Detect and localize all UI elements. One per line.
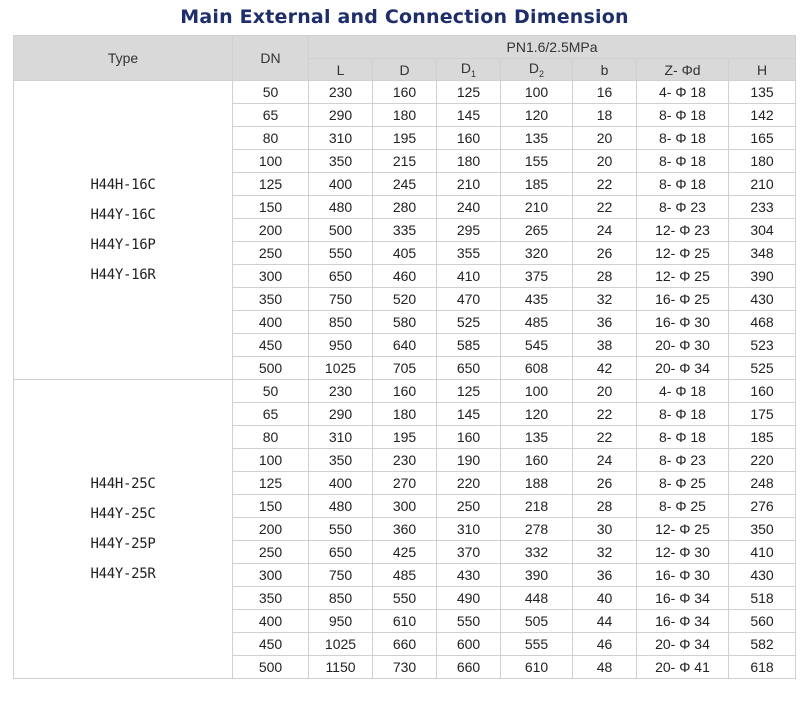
d1-cell: 220	[437, 472, 501, 495]
z-phid-cell: 8- Φ 18	[637, 104, 729, 127]
d2-cell: 265	[501, 219, 573, 242]
d2-cell: 608	[501, 357, 573, 380]
d1-cell: 370	[437, 541, 501, 564]
z-phid-cell: 8- Φ 25	[637, 495, 729, 518]
d-cell: 640	[373, 334, 437, 357]
d2-cell: 135	[501, 426, 573, 449]
l-cell: 290	[309, 403, 373, 426]
l-cell: 400	[309, 173, 373, 196]
l-cell: 1025	[309, 357, 373, 380]
h-cell: 185	[729, 426, 796, 449]
h-cell: 430	[729, 288, 796, 311]
l-cell: 230	[309, 380, 373, 403]
l-cell: 550	[309, 518, 373, 541]
d-cell: 520	[373, 288, 437, 311]
dn-cell: 125	[233, 173, 309, 196]
d-cell: 660	[373, 633, 437, 656]
h-cell: 430	[729, 564, 796, 587]
dn-cell: 500	[233, 656, 309, 679]
d1-cell: 650	[437, 357, 501, 380]
b-cell: 22	[573, 426, 637, 449]
h-cell: 304	[729, 219, 796, 242]
h-cell: 518	[729, 587, 796, 610]
dn-cell: 50	[233, 380, 309, 403]
d-cell: 300	[373, 495, 437, 518]
h-cell: 175	[729, 403, 796, 426]
z-phid-cell: 20- Φ 34	[637, 357, 729, 380]
b-cell: 20	[573, 127, 637, 150]
col-header-l: L	[309, 59, 373, 81]
dn-cell: 350	[233, 288, 309, 311]
dn-cell: 65	[233, 104, 309, 127]
h-cell: 142	[729, 104, 796, 127]
d1-cell: 145	[437, 104, 501, 127]
dn-header: DN	[233, 36, 309, 81]
d-cell: 180	[373, 403, 437, 426]
d1-cell: 240	[437, 196, 501, 219]
l-cell: 1150	[309, 656, 373, 679]
d1-cell: 125	[437, 81, 501, 104]
l-cell: 480	[309, 495, 373, 518]
d1-cell: 470	[437, 288, 501, 311]
d-cell: 160	[373, 81, 437, 104]
z-phid-cell: 12- Φ 30	[637, 541, 729, 564]
dn-cell: 80	[233, 127, 309, 150]
d1-cell: 355	[437, 242, 501, 265]
b-cell: 38	[573, 334, 637, 357]
h-cell: 276	[729, 495, 796, 518]
z-phid-cell: 16- Φ 25	[637, 288, 729, 311]
d1-cell: 145	[437, 403, 501, 426]
d1-cell: 180	[437, 150, 501, 173]
h-cell: 468	[729, 311, 796, 334]
d-cell: 335	[373, 219, 437, 242]
d2-cell: 390	[501, 564, 573, 587]
h-cell: 560	[729, 610, 796, 633]
d-cell: 245	[373, 173, 437, 196]
z-phid-cell: 4- Φ 18	[637, 380, 729, 403]
dn-cell: 200	[233, 219, 309, 242]
d1-cell: 125	[437, 380, 501, 403]
dn-cell: 350	[233, 587, 309, 610]
z-phid-cell: 4- Φ 18	[637, 81, 729, 104]
h-cell: 160	[729, 380, 796, 403]
b-cell: 16	[573, 81, 637, 104]
l-cell: 850	[309, 587, 373, 610]
d-cell: 280	[373, 196, 437, 219]
d2-cell: 375	[501, 265, 573, 288]
d1-cell: 295	[437, 219, 501, 242]
d-cell: 610	[373, 610, 437, 633]
pressure-header: PN1.6/2.5MPa	[309, 36, 796, 59]
l-cell: 750	[309, 288, 373, 311]
z-phid-cell: 8- Φ 23	[637, 196, 729, 219]
b-cell: 30	[573, 518, 637, 541]
b-cell: 46	[573, 633, 637, 656]
l-cell: 650	[309, 265, 373, 288]
d2-cell: 218	[501, 495, 573, 518]
b-cell: 28	[573, 265, 637, 288]
d2-cell: 160	[501, 449, 573, 472]
type-list	[14, 177, 232, 283]
h-cell: 180	[729, 150, 796, 173]
h-cell: 233	[729, 196, 796, 219]
dn-cell: 65	[233, 403, 309, 426]
col-header-z-phid: Z- Φd	[637, 59, 729, 81]
z-phid-cell: 20- Φ 30	[637, 334, 729, 357]
z-phid-cell: 8- Φ 18	[637, 150, 729, 173]
d-cell: 195	[373, 426, 437, 449]
d1-cell: 525	[437, 311, 501, 334]
d-cell: 215	[373, 150, 437, 173]
d-cell: 485	[373, 564, 437, 587]
type-group-cell	[14, 380, 233, 679]
b-cell: 26	[573, 242, 637, 265]
b-cell: 36	[573, 564, 637, 587]
z-phid-cell: 8- Φ 18	[637, 426, 729, 449]
d1-cell: 490	[437, 587, 501, 610]
b-cell: 36	[573, 311, 637, 334]
type-label: H44H-16C	[90, 177, 156, 193]
l-cell: 480	[309, 196, 373, 219]
d1-cell: 210	[437, 173, 501, 196]
col-header-d2: $D_2$	[501, 59, 573, 81]
dimension-table	[13, 35, 796, 679]
d1-cell: 250	[437, 495, 501, 518]
d1-cell: 660	[437, 656, 501, 679]
z-phid-cell: 16- Φ 34	[637, 610, 729, 633]
b-cell: 20	[573, 380, 637, 403]
b-cell: 22	[573, 403, 637, 426]
z-phid-cell: 12- Φ 25	[637, 518, 729, 541]
l-cell: 550	[309, 242, 373, 265]
b-cell: 18	[573, 104, 637, 127]
h-cell: 390	[729, 265, 796, 288]
dn-cell: 500	[233, 357, 309, 380]
dn-cell: 250	[233, 541, 309, 564]
col-header-d: D	[373, 59, 437, 81]
d2-cell: 435	[501, 288, 573, 311]
l-cell: 310	[309, 127, 373, 150]
d-cell: 460	[373, 265, 437, 288]
b-cell: 22	[573, 196, 637, 219]
z-phid-cell: 20- Φ 41	[637, 656, 729, 679]
d-cell: 230	[373, 449, 437, 472]
type-label: H44H-25C	[90, 476, 156, 492]
dn-cell: 100	[233, 150, 309, 173]
z-phid-cell: 8- Φ 18	[637, 127, 729, 150]
d1-cell: 410	[437, 265, 501, 288]
table-row	[14, 81, 796, 104]
h-cell: 165	[729, 127, 796, 150]
l-cell: 1025	[309, 633, 373, 656]
d1-cell: 585	[437, 334, 501, 357]
d2-cell: 610	[501, 656, 573, 679]
d2-cell: 210	[501, 196, 573, 219]
dn-cell: 300	[233, 564, 309, 587]
dn-cell: 400	[233, 311, 309, 334]
type-label: H44Y-25P	[90, 536, 156, 552]
col-header-h: H	[729, 59, 796, 81]
l-cell: 950	[309, 334, 373, 357]
z-phid-cell: 12- Φ 25	[637, 265, 729, 288]
h-cell: 348	[729, 242, 796, 265]
d-cell: 550	[373, 587, 437, 610]
d2-cell: 320	[501, 242, 573, 265]
type-label: H44Y-16P	[90, 237, 156, 253]
d2-cell: 332	[501, 541, 573, 564]
z-phid-cell: 12- Φ 23	[637, 219, 729, 242]
dn-cell: 450	[233, 334, 309, 357]
type-label: H44Y-16C	[90, 207, 156, 223]
table-header	[14, 36, 796, 81]
l-cell: 350	[309, 449, 373, 472]
h-cell: 248	[729, 472, 796, 495]
d1-cell: 160	[437, 127, 501, 150]
type-header: Type	[14, 36, 233, 81]
d2-cell: 100	[501, 380, 573, 403]
type-group-cell	[14, 81, 233, 380]
d2-cell: 545	[501, 334, 573, 357]
page-title: Main External and Connection Dimension	[180, 6, 629, 28]
b-cell: 22	[573, 173, 637, 196]
d2-cell: 555	[501, 633, 573, 656]
z-phid-cell: 16- Φ 30	[637, 311, 729, 334]
b-cell: 20	[573, 150, 637, 173]
b-cell: 42	[573, 357, 637, 380]
type-label: H44Y-25R	[90, 566, 156, 582]
dn-cell: 450	[233, 633, 309, 656]
l-cell: 310	[309, 426, 373, 449]
b-cell: 24	[573, 219, 637, 242]
dn-cell: 250	[233, 242, 309, 265]
l-cell: 950	[309, 610, 373, 633]
h-cell: 618	[729, 656, 796, 679]
d2-cell: 485	[501, 311, 573, 334]
b-cell: 40	[573, 587, 637, 610]
l-cell: 500	[309, 219, 373, 242]
d2-cell: 120	[501, 403, 573, 426]
table-body	[14, 81, 796, 679]
col-header-b: b	[573, 59, 637, 81]
dn-cell: 50	[233, 81, 309, 104]
d-cell: 580	[373, 311, 437, 334]
h-cell: 410	[729, 541, 796, 564]
type-list	[14, 476, 232, 582]
d2-cell: 278	[501, 518, 573, 541]
b-cell: 32	[573, 541, 637, 564]
d2-cell: 135	[501, 127, 573, 150]
d-cell: 160	[373, 380, 437, 403]
b-cell: 26	[573, 472, 637, 495]
d2-cell: 505	[501, 610, 573, 633]
d1-cell: 160	[437, 426, 501, 449]
l-cell: 750	[309, 564, 373, 587]
z-phid-cell: 8- Φ 23	[637, 449, 729, 472]
z-phid-cell: 8- Φ 18	[637, 403, 729, 426]
h-cell: 350	[729, 518, 796, 541]
d-cell: 405	[373, 242, 437, 265]
z-phid-cell: 12- Φ 25	[637, 242, 729, 265]
dn-cell: 200	[233, 518, 309, 541]
dn-cell: 80	[233, 426, 309, 449]
l-cell: 230	[309, 81, 373, 104]
d2-cell: 100	[501, 81, 573, 104]
d1-cell: 190	[437, 449, 501, 472]
z-phid-cell: 8- Φ 18	[637, 173, 729, 196]
type-label: H44Y-16R	[90, 267, 156, 283]
d1-cell: 550	[437, 610, 501, 633]
b-cell: 44	[573, 610, 637, 633]
type-label: H44Y-25C	[90, 506, 156, 522]
dn-cell: 125	[233, 472, 309, 495]
l-cell: 850	[309, 311, 373, 334]
h-cell: 523	[729, 334, 796, 357]
z-phid-cell: 8- Φ 25	[637, 472, 729, 495]
col-header-d1: $D_1$	[437, 59, 501, 81]
d-cell: 195	[373, 127, 437, 150]
d1-cell: 310	[437, 518, 501, 541]
l-cell: 650	[309, 541, 373, 564]
d2-cell: 155	[501, 150, 573, 173]
b-cell: 32	[573, 288, 637, 311]
h-cell: 582	[729, 633, 796, 656]
d-cell: 730	[373, 656, 437, 679]
dn-cell: 150	[233, 196, 309, 219]
l-cell: 350	[309, 150, 373, 173]
dn-cell: 400	[233, 610, 309, 633]
d1-cell: 600	[437, 633, 501, 656]
d-cell: 270	[373, 472, 437, 495]
l-cell: 400	[309, 472, 373, 495]
dn-cell: 150	[233, 495, 309, 518]
dn-cell: 100	[233, 449, 309, 472]
h-cell: 135	[729, 81, 796, 104]
d-cell: 360	[373, 518, 437, 541]
l-cell: 290	[309, 104, 373, 127]
b-cell: 24	[573, 449, 637, 472]
d2-cell: 185	[501, 173, 573, 196]
d1-cell: 430	[437, 564, 501, 587]
d-cell: 425	[373, 541, 437, 564]
dn-cell: 300	[233, 265, 309, 288]
table-row	[14, 380, 796, 403]
d2-cell: 188	[501, 472, 573, 495]
d2-cell: 120	[501, 104, 573, 127]
h-cell: 525	[729, 357, 796, 380]
d-cell: 180	[373, 104, 437, 127]
z-phid-cell: 16- Φ 34	[637, 587, 729, 610]
z-phid-cell: 16- Φ 30	[637, 564, 729, 587]
h-cell: 220	[729, 449, 796, 472]
b-cell: 28	[573, 495, 637, 518]
d2-cell: 448	[501, 587, 573, 610]
h-cell: 210	[729, 173, 796, 196]
d-cell: 705	[373, 357, 437, 380]
z-phid-cell: 20- Φ 34	[637, 633, 729, 656]
b-cell: 48	[573, 656, 637, 679]
